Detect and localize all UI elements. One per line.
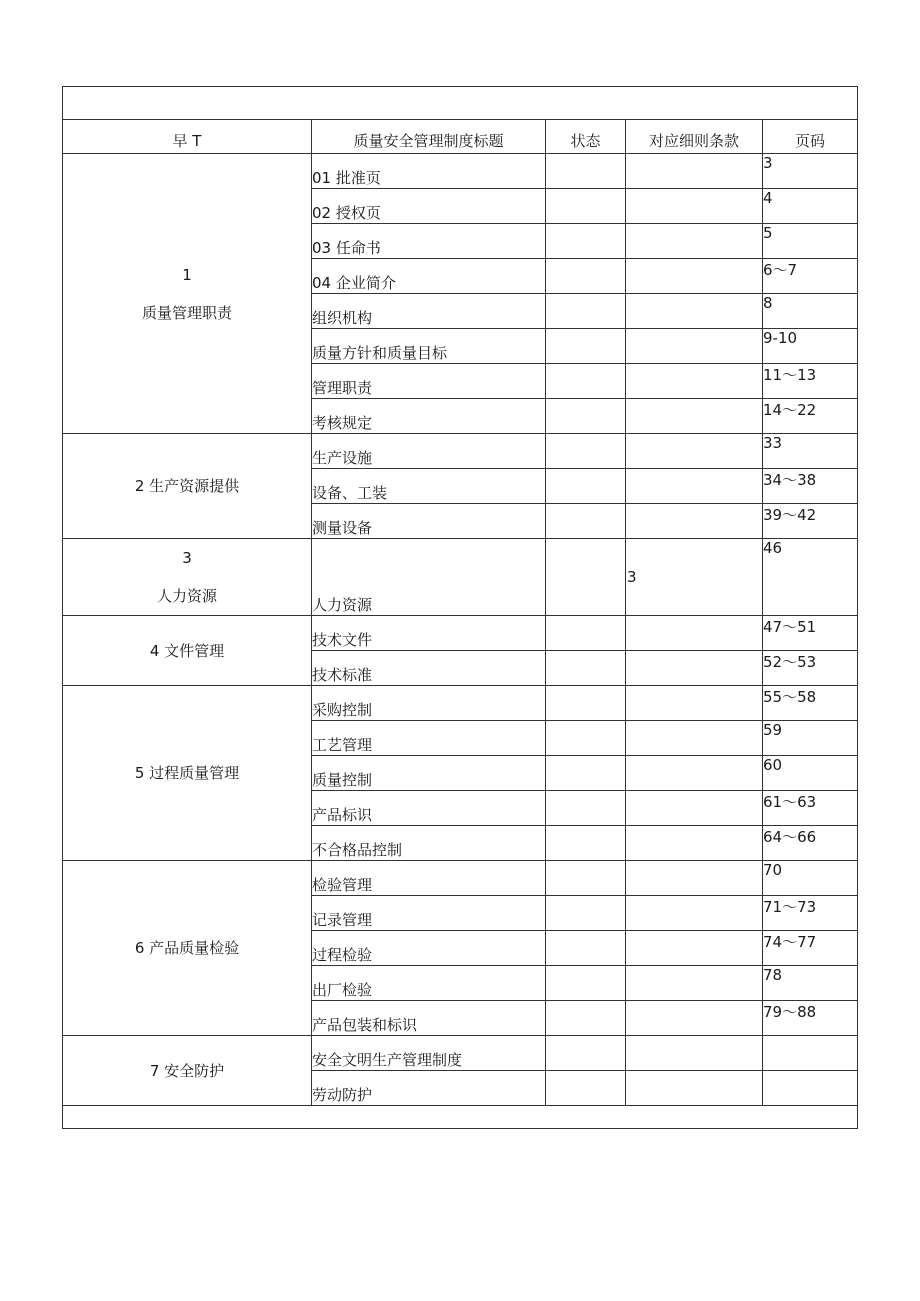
- status-cell: [546, 756, 626, 791]
- table-header-row: [63, 120, 858, 154]
- chapter-cell: [63, 616, 312, 686]
- system-title-cell: 质量方针和质量目标: [312, 329, 546, 364]
- status-cell: [546, 469, 626, 504]
- page-number-cell: 55～58: [763, 686, 858, 721]
- page-number-cell: 71～73: [763, 896, 858, 931]
- system-title-cell: 采购控制: [312, 686, 546, 721]
- page-number-cell: 33: [763, 434, 858, 469]
- clause-cell: [626, 616, 763, 651]
- page-number-cell: 79～88: [763, 1001, 858, 1036]
- system-title-cell: 出厂检验: [312, 966, 546, 1001]
- status-cell: [546, 931, 626, 966]
- system-title-cell: 过程检验: [312, 931, 546, 966]
- status-cell: [546, 1071, 626, 1106]
- table-row: [63, 154, 858, 189]
- clause-cell: [626, 399, 763, 434]
- page-number-cell: 8: [763, 294, 858, 329]
- clause-cell: [626, 469, 763, 504]
- table-row: [63, 616, 858, 651]
- blank-cell: [63, 87, 858, 120]
- system-title-cell: 安全文明生产管理制度: [312, 1036, 546, 1071]
- clause-cell: [626, 861, 763, 896]
- status-cell: [546, 896, 626, 931]
- status-cell: [546, 189, 626, 224]
- system-title-cell: 管理职责: [312, 364, 546, 399]
- chapter-label: 人力资源: [156, 587, 217, 605]
- clause-cell: [626, 721, 763, 756]
- system-index-table: [62, 86, 858, 1129]
- page-number-cell: 9-10: [763, 329, 858, 364]
- page-number-cell: 47～51: [763, 616, 858, 651]
- status-cell: [546, 721, 626, 756]
- page-number-cell: 5: [763, 224, 858, 259]
- status-cell: [546, 399, 626, 434]
- system-title-cell: 设备、工装: [312, 469, 546, 504]
- clause-cell: [626, 1071, 763, 1106]
- chapter-cell: [63, 686, 312, 861]
- system-title-cell: 04 企业简介: [312, 259, 546, 294]
- clause-cell: [626, 189, 763, 224]
- status-cell: [546, 259, 626, 294]
- system-title-cell: 检验管理: [312, 861, 546, 896]
- clause-cell: [626, 966, 763, 1001]
- page-number-cell: 11～13: [763, 364, 858, 399]
- clause-cell: [626, 686, 763, 721]
- page-number-cell: 46: [763, 539, 858, 616]
- system-title-cell: 考核规定: [312, 399, 546, 434]
- chapter-label: 质量管理职责: [141, 303, 232, 322]
- page-number-cell: 64～66: [763, 826, 858, 861]
- chapter-label: 7 安全防护: [149, 1061, 225, 1080]
- table-row: [63, 861, 858, 896]
- table-row: [63, 1036, 858, 1071]
- table-top-blank-row: [63, 87, 858, 120]
- system-title-cell: 人力资源: [312, 539, 546, 616]
- system-title-cell: 02 授权页: [312, 189, 546, 224]
- clause-cell: [626, 364, 763, 399]
- system-title-cell: 01 批准页: [312, 154, 546, 189]
- chapter-cell: [63, 861, 312, 1036]
- chapter-cell: [63, 1036, 312, 1106]
- clause-cell: [626, 154, 763, 189]
- page-number-cell: 39～42: [763, 504, 858, 539]
- blank-cell: [63, 1106, 858, 1129]
- page-number-cell: 52～53: [763, 651, 858, 686]
- chapter-label: 5 过程质量管理: [134, 764, 240, 782]
- system-title-cell: 技术标准: [312, 651, 546, 686]
- clause-cell: [626, 931, 763, 966]
- system-title-cell: 组织机构: [312, 294, 546, 329]
- clause-cell: [626, 791, 763, 826]
- status-cell: [546, 154, 626, 189]
- status-cell: [546, 826, 626, 861]
- table-row: [63, 434, 858, 469]
- page-number-cell: 78: [763, 966, 858, 1001]
- chapter-label: 3: [182, 549, 192, 567]
- page-number-cell: 3: [763, 154, 858, 189]
- clause-cell: 3: [626, 539, 763, 616]
- system-title-cell: 产品包装和标识: [312, 1001, 546, 1036]
- clause-cell: [626, 434, 763, 469]
- clause-cell: [626, 504, 763, 539]
- clause-cell: [626, 826, 763, 861]
- table-row: [63, 539, 858, 616]
- system-title-cell: 工艺管理: [312, 721, 546, 756]
- system-title-cell: 03 任命书: [312, 224, 546, 259]
- clause-cell: [626, 1001, 763, 1036]
- chapter-label: 6 产品质量检验: [134, 939, 240, 957]
- clause-cell: [626, 224, 763, 259]
- chapter-label: 1: [182, 265, 192, 284]
- page-number-cell: 14～22: [763, 399, 858, 434]
- status-cell: [546, 616, 626, 651]
- page-number-cell: [763, 1036, 858, 1071]
- status-cell: [546, 861, 626, 896]
- status-cell: [546, 539, 626, 616]
- status-cell: [546, 434, 626, 469]
- system-title-cell: 测量设备: [312, 504, 546, 539]
- status-cell: [546, 224, 626, 259]
- chapter-cell: [63, 434, 312, 539]
- page-number-cell: 59: [763, 721, 858, 756]
- header-status: 状态: [546, 120, 626, 154]
- clause-cell: [626, 329, 763, 364]
- status-cell: [546, 294, 626, 329]
- header-title: 质量安全管理制度标题: [312, 120, 546, 154]
- status-cell: [546, 364, 626, 399]
- status-cell: [546, 504, 626, 539]
- page-number-cell: 74～77: [763, 931, 858, 966]
- system-title-cell: 生产设施: [312, 434, 546, 469]
- page-number-cell: [763, 1071, 858, 1106]
- page-number-cell: 34～38: [763, 469, 858, 504]
- chapter-label: 2 生产资源提供: [134, 477, 240, 495]
- status-cell: [546, 966, 626, 1001]
- status-cell: [546, 651, 626, 686]
- status-cell: [546, 1001, 626, 1036]
- system-title-cell: 劳动防护: [312, 1071, 546, 1106]
- clause-cell: [626, 756, 763, 791]
- system-title-cell: 不合格品控制: [312, 826, 546, 861]
- system-title-cell: 技术文件: [312, 616, 546, 651]
- header-page: 页码: [763, 120, 858, 154]
- clause-cell: [626, 294, 763, 329]
- status-cell: [546, 1036, 626, 1071]
- clause-cell: [626, 896, 763, 931]
- header-chapter: 早 T: [63, 120, 312, 154]
- system-title-cell: 记录管理: [312, 896, 546, 931]
- status-cell: [546, 686, 626, 721]
- chapter-cell: [63, 539, 312, 616]
- table-row: [63, 686, 858, 721]
- clause-cell: [626, 651, 763, 686]
- table-body: [63, 87, 858, 1129]
- chapter-label: 4 文件管理: [149, 641, 225, 660]
- table-bottom-blank-row: [63, 1106, 858, 1129]
- page-number-cell: 6～7: [763, 259, 858, 294]
- clause-cell: [626, 1036, 763, 1071]
- system-title-cell: 产品标识: [312, 791, 546, 826]
- header-clause: 对应细则条款: [626, 120, 763, 154]
- page-number-cell: 61～63: [763, 791, 858, 826]
- system-title-cell: 质量控制: [312, 756, 546, 791]
- page-number-cell: 4: [763, 189, 858, 224]
- status-cell: [546, 329, 626, 364]
- page-number-cell: 60: [763, 756, 858, 791]
- chapter-cell: [63, 154, 312, 434]
- status-cell: [546, 791, 626, 826]
- clause-cell: [626, 259, 763, 294]
- page-number-cell: 70: [763, 861, 858, 896]
